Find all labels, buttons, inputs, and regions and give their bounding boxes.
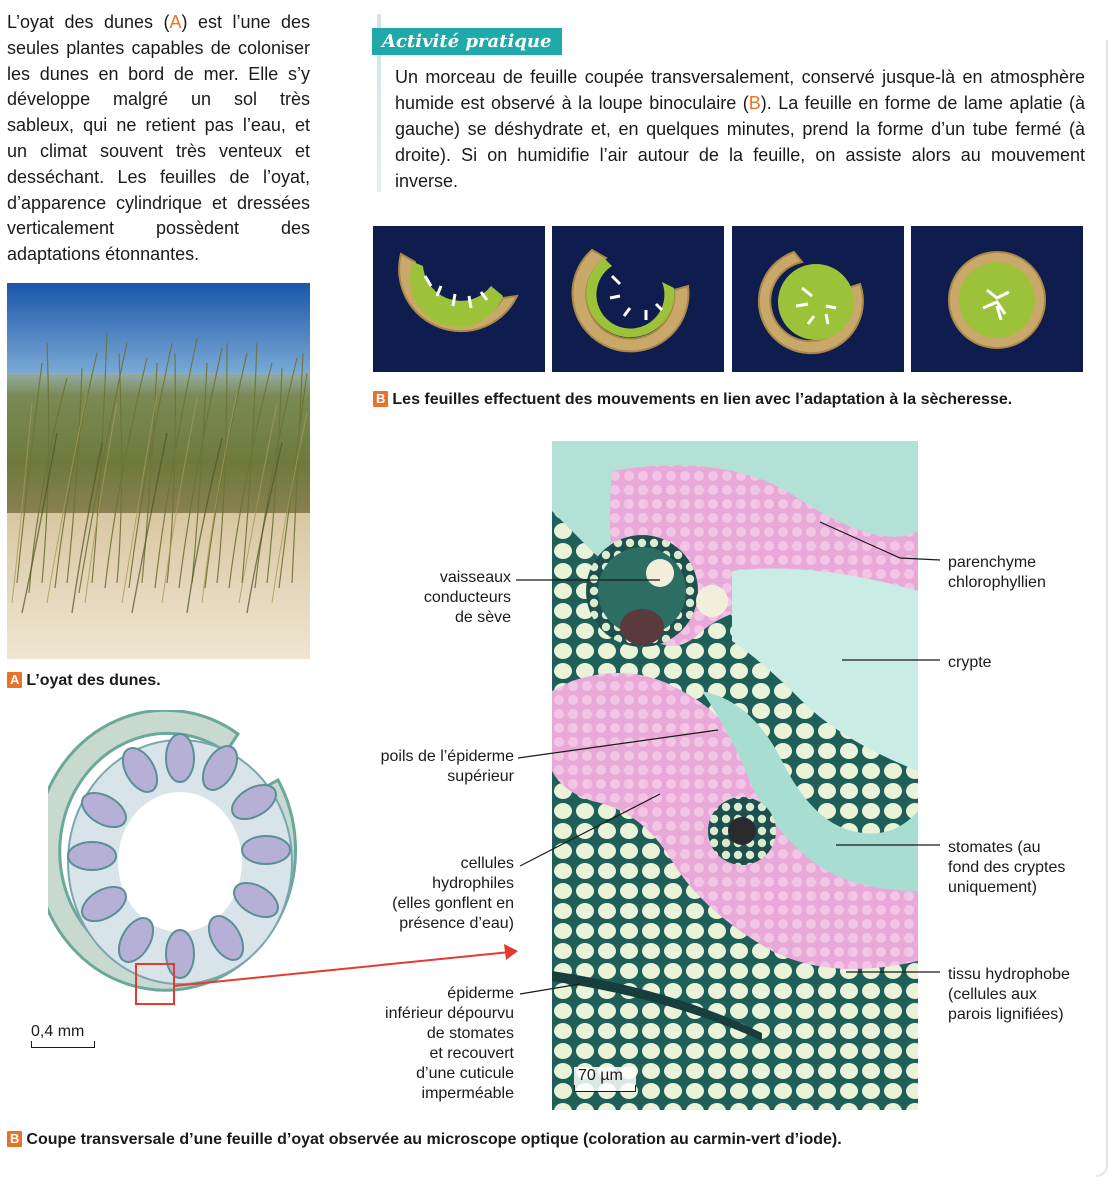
activity-text-end: ). La feuille en forme de lame aplatie (à gauche) se déshydrate et, en quelques minutes, prend la forme d’un tube fermé (à droite). Si on humidifie l’air autour de la feuille, on assiste alors au mouvement inverse. — [395, 93, 1085, 191]
label-cellules-line-2: hydrophiles — [432, 875, 514, 892]
label-poils-line-2: supérieur — [447, 768, 514, 785]
leader-parenchyme — [820, 522, 940, 560]
label-cellules-line-4: présence d’eau) — [399, 915, 514, 932]
label-epiderme — [340, 984, 514, 1104]
label-tissu-line-1: tissu hydrophobe — [948, 966, 1070, 983]
label-stomates — [948, 838, 1098, 898]
leader-epiderme — [520, 984, 580, 994]
label-epiderme-line-2: inférieur dépourvu — [385, 1005, 514, 1022]
label-poils-line-1: poils de l’épiderme — [380, 748, 514, 765]
label-epiderme-line-3: de stomates — [426, 1025, 514, 1042]
caption-a-badge: A — [7, 672, 22, 688]
label-parenchyme — [948, 553, 1098, 593]
label-cellules-line-1: cellules — [460, 855, 514, 872]
label-cellules-line-3: (elles gonflent en — [392, 895, 514, 912]
scale-70um-label: 70 µm — [574, 1067, 636, 1085]
label-parenchyme-line-2: chlorophyllien — [948, 574, 1046, 591]
scale-0-4mm-label: 0,4 mm — [31, 1023, 85, 1040]
label-stomates-line-2: fond des cryptes — [948, 859, 1066, 876]
label-tissu — [948, 965, 1098, 1025]
label-epiderme-line-4: et recouvert — [429, 1045, 514, 1062]
activity-tab-label: Activité pratique — [382, 31, 552, 52]
label-epiderme-line-6: imperméable — [421, 1085, 514, 1102]
activity-ref-b: B — [748, 93, 761, 113]
label-stomates-line-3: uniquement) — [948, 879, 1037, 896]
label-vaisseaux-line-1: vaisseaux — [439, 569, 511, 586]
label-epiderme-line-1: épiderme — [447, 985, 514, 1002]
label-tissu-line-3: parois lignifiées) — [948, 1006, 1064, 1023]
activity-text-start: Un morceau de feuille coupée transversalement, conservé jusque-là en atmosphère humide est observé à la loupe binoculaire ( — [395, 67, 1085, 113]
caption-b2-text: Coupe transversale d’une feuille d’oyat observée au microscope optique (coloration au carmin-vert d’iode). — [26, 1131, 842, 1148]
caption-b2-badge: B — [7, 1131, 22, 1147]
label-vaisseaux-line-2: conducteurs — [423, 589, 511, 606]
caption-b1-badge: B — [373, 391, 388, 407]
intro-text-start: L’oyat des dunes ( — [7, 12, 170, 32]
leader-cellules — [520, 794, 660, 866]
label-stomates-line-1: stomates (au — [948, 839, 1041, 856]
label-poils — [340, 747, 514, 787]
caption-a-text: L’oyat des dunes. — [26, 672, 161, 689]
label-epiderme-line-5: d’une cuticule — [416, 1065, 514, 1082]
page-corner-border — [1096, 40, 1108, 1177]
label-vaisseaux — [380, 568, 511, 628]
leader-poils — [518, 730, 718, 758]
label-crypte-line-1: crypte — [948, 654, 992, 671]
label-vaisseaux-line-3: de sève — [454, 609, 511, 626]
caption-b1-text: Les feuilles effectuent des mouvements en lien avec l’adaptation à la sècheresse. — [392, 391, 1013, 408]
intro-text-end: ) est l’une des seules plantes capables de coloniser les dunes en bord de mer. Elle s’y développe malgré un sol très sableux, qui ne retient pas l’eau, et un climat souvent très venteux et desséchant. Les feuilles de l’oyat, d’apparence cylindrique et dressées verticalement possèdent des adaptations étonnantes. — [7, 12, 310, 265]
intro-ref-a: A — [169, 12, 182, 32]
label-parenchyme-line-1: parenchyme — [948, 554, 1037, 571]
caption-b2 — [7, 1131, 1087, 1149]
label-tissu-line-2: (cellules aux — [948, 986, 1037, 1003]
label-crypte — [948, 653, 1098, 673]
label-cellules — [340, 854, 514, 934]
